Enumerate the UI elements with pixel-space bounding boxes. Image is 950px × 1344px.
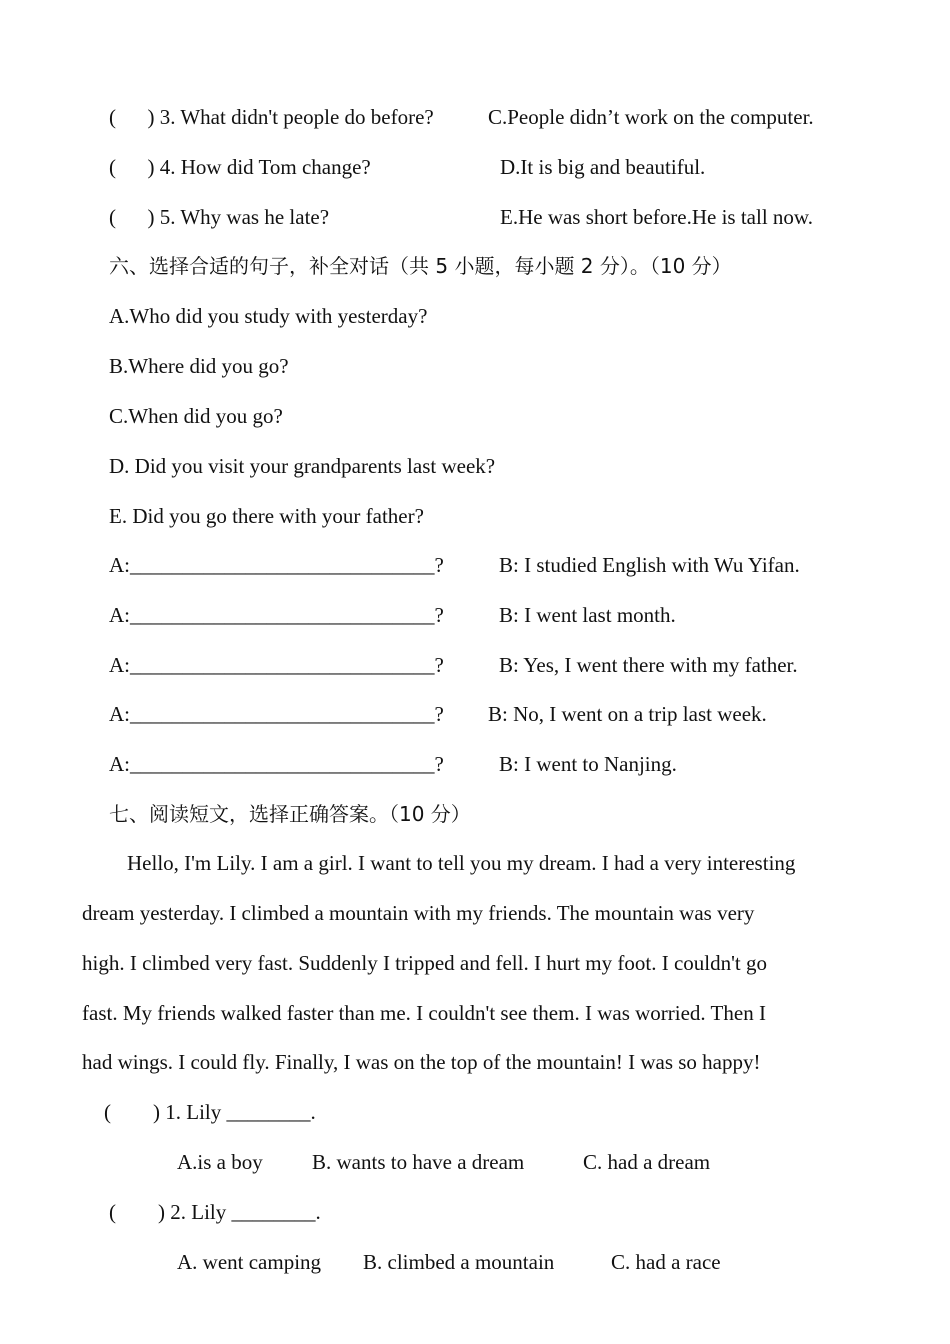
dialog-blank-5[interactable]: A:_____________________________? (109, 752, 444, 776)
dialog-reply-4: B: No, I went on a trip last week. (488, 702, 767, 726)
dialog-blank-1[interactable]: A:_____________________________? (109, 553, 444, 577)
match-answer-d: D.It is big and beautiful. (500, 155, 706, 179)
dialog-reply-2: B: I went last month. (499, 603, 676, 627)
option-c: C.When did you go? (109, 404, 283, 428)
dialog-blank-2[interactable]: A:_____________________________? (109, 603, 444, 627)
match-question-3: ( ) 3. What didn't people do before? (109, 105, 434, 129)
match-question-5: ( ) 5. Why was he late? (109, 205, 330, 229)
q1-option-c[interactable]: C. had a dream (583, 1150, 711, 1174)
passage-line-3: high. I climbed very fast. Suddenly I tripped and fell. I hurt my foot. I couldn't go (82, 951, 767, 975)
reading-question-1[interactable]: ( ) 1. Lily ________. (104, 1100, 316, 1124)
dialog-reply-1: B: I studied English with Wu Yifan. (499, 553, 800, 577)
option-a: A.Who did you study with yesterday? (109, 304, 428, 328)
section7-title: 七、阅读短文，选择正确答案。（10 分） (109, 802, 471, 826)
q2-option-c[interactable]: C. had a race (611, 1250, 721, 1274)
dialog-blank-3[interactable]: A:_____________________________? (109, 653, 444, 677)
dialog-reply-5: B: I went to Nanjing. (499, 752, 677, 776)
option-b: B.Where did you go? (109, 354, 289, 378)
q1-option-a[interactable]: A.is a boy (177, 1150, 263, 1174)
match-answer-e: E.He was short before.He is tall now. (500, 205, 813, 229)
dialog-reply-3: B: Yes, I went there with my father. (499, 653, 798, 677)
reading-question-2[interactable]: ( ) 2. Lily ________. (109, 1200, 321, 1224)
q1-option-b[interactable]: B. wants to have a dream (312, 1150, 525, 1174)
passage-line-1: Hello, I'm Lily. I am a girl. I want to tell you my dream. I had a very interesting (127, 851, 796, 875)
q2-option-a[interactable]: A. went camping (177, 1250, 322, 1274)
match-question-4: ( ) 4. How did Tom change? (109, 155, 371, 179)
option-e: E. Did you go there with your father? (109, 504, 424, 528)
option-d: D. Did you visit your grandparents last week? (109, 454, 496, 478)
dialog-blank-4[interactable]: A:_____________________________? (109, 702, 444, 726)
passage-line-4: fast. My friends walked faster than me. I couldn't see them. I was worried. Then I (82, 1001, 766, 1025)
match-answer-c: C.People didn’t work on the computer. (488, 105, 814, 129)
q2-option-b[interactable]: B. climbed a mountain (363, 1250, 555, 1274)
section6-title: 六、选择合适的句子，补全对话（共 5 小题，每小题 2 分）。（10 分） (109, 254, 732, 278)
passage-line-2: dream yesterday. I climbed a mountain with my friends. The mountain was very (82, 901, 755, 925)
passage-line-5: had wings. I could fly. Finally, I was on the top of the mountain! I was so happy! (82, 1050, 761, 1074)
